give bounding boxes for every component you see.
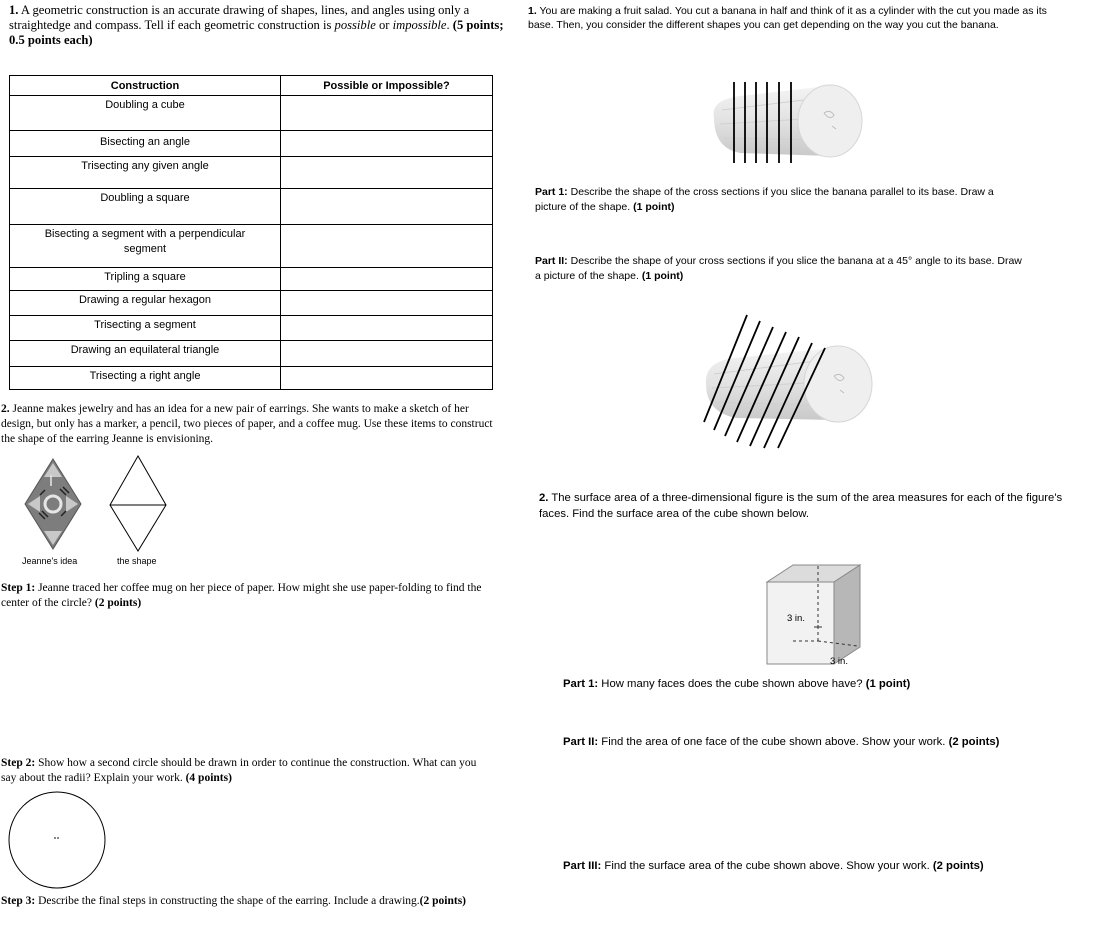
cube-part-3	[563, 858, 1083, 874]
table-header-row	[10, 76, 493, 96]
part-2-label: Part II:	[535, 255, 568, 267]
question-number: 2.	[1, 403, 10, 415]
step-2-text: Show how a second circle should be drawn in order to continue the construction. What can you say about the radii? Explain your work.	[1, 757, 477, 784]
part-1-label: Part 1:	[563, 678, 599, 690]
answer-cell[interactable]	[281, 225, 493, 268]
construction-cell: Bisecting a segment with a perpendicular segment	[10, 225, 281, 268]
step-3-points: (2 points)	[419, 895, 466, 907]
banana-question	[528, 4, 1048, 32]
constructions-table	[9, 75, 493, 390]
question-number: 2.	[539, 492, 549, 504]
question-1-prompt	[9, 3, 514, 48]
header-construction: Construction	[10, 76, 281, 96]
question-text: Jeanne makes jewelry and has an idea for a new pair of earrings. She wants to make a sketch of her design, but only has a marker, a pencil, two pieces of paper, and a coffee mug. Use these items to construct the shape of the earring Jeanne is envisioning.	[1, 403, 493, 445]
part-3-label: Part III:	[563, 860, 602, 872]
caption-the-shape: the shape	[117, 556, 157, 566]
part-1-text: How many faces does the cube shown above have?	[598, 678, 866, 690]
cube-side-dimension: 3 in.	[787, 613, 805, 624]
answer-cell[interactable]	[281, 268, 493, 291]
cube-part-2	[563, 734, 1083, 750]
banana-part-1	[535, 185, 1025, 215]
jeannes-idea-earring-image	[24, 458, 82, 550]
answer-cell[interactable]	[281, 341, 493, 367]
part-2-text: Find the area of one face of the cube shown above. Show your work.	[598, 736, 949, 748]
table-row	[10, 268, 493, 291]
earring-shape-outline	[108, 455, 168, 552]
answer-cell[interactable]	[281, 96, 493, 131]
table-row	[10, 189, 493, 225]
question-text: A geometric construction is an accurate drawing of shapes, lines, and angles using only a straightedge and compass. Tell if each geometric construction is	[9, 3, 470, 32]
step-3-text: Describe the final steps in constructing the shape of the earring. Include a drawing.	[35, 895, 420, 907]
step-2	[1, 756, 491, 786]
question-text: You are making a fruit salad. You cut a banana in half and think of it as a cylinder with the cut you made as its base. Then, you consider the different shapes you can get depending on the way you cut the banana.	[528, 5, 1047, 31]
part-2-text: Describe the shape of your cross sections if you slice the banana at a 45° angle to its base. Draw a picture of the shape.	[535, 255, 1022, 282]
step-1	[1, 581, 496, 611]
step-1-label: Step 1:	[1, 582, 36, 594]
table-row	[10, 131, 493, 157]
construction-cell: Tripling a square	[10, 268, 281, 291]
step-2-label: Step 2:	[1, 757, 36, 769]
part-1-points: (1 point)	[633, 201, 675, 213]
question-number: 1.	[528, 5, 537, 17]
construction-cell: Doubling a square	[10, 189, 281, 225]
cube-part-1	[563, 676, 1083, 692]
part-3-text: Find the surface area of the cube shown above. Show your work.	[601, 860, 933, 872]
part-3-points: (2 points)	[932, 860, 984, 872]
table-row	[10, 225, 493, 268]
table-row	[10, 291, 493, 316]
question-number: 1.	[9, 3, 19, 17]
construction-cell: Drawing an equilateral triangle	[10, 341, 281, 367]
construction-cell: Bisecting an angle	[10, 131, 281, 157]
step-1-points: (2 points)	[94, 597, 142, 609]
answer-cell[interactable]	[281, 316, 493, 341]
table-row	[10, 367, 493, 390]
cube-diagram	[760, 563, 870, 673]
caption-jeannes-idea: Jeanne's idea	[22, 556, 78, 566]
question-text-end: .	[446, 18, 453, 32]
answer-cell[interactable]	[281, 367, 493, 390]
construction-cell: Trisecting a right angle	[10, 367, 281, 390]
table-row	[10, 96, 493, 131]
part-1-points: (1 point)	[865, 678, 911, 690]
answer-cell[interactable]	[281, 291, 493, 316]
step-2-points: (4 points)	[185, 772, 232, 784]
table-row	[10, 316, 493, 341]
cube-bottom-dimension: 3 in.	[830, 656, 848, 667]
part-1-text: Describe the shape of the cross sections if you slice the banana parallel to its base. Draw a picture of the shape.	[535, 186, 994, 213]
cube-question	[539, 490, 1094, 522]
header-possible-impossible: Possible or Impossible?	[281, 76, 493, 96]
part-1-label: Part 1:	[535, 186, 568, 198]
impossible-term: impossible	[392, 18, 447, 32]
points-label: (5 points; 0.5 points each)	[9, 18, 504, 47]
construction-cell: Trisecting a segment	[10, 316, 281, 341]
banana-part-2	[535, 254, 1025, 284]
answer-cell[interactable]	[281, 131, 493, 157]
first-circle-drawing	[7, 791, 107, 889]
question-text: The surface area of a three-dimensional figure is the sum of the area measures for each of the figure's faces. Find the surface area of the cube shown below.	[539, 492, 1063, 520]
table-row	[10, 157, 493, 189]
construction-cell: Doubling a cube	[10, 96, 281, 131]
part-2-points: (2 points)	[948, 736, 1000, 748]
banana-angled-cuts-image	[700, 312, 880, 452]
construction-cell: Trisecting any given angle	[10, 157, 281, 189]
part-2-label: Part II:	[563, 736, 599, 748]
step-3	[1, 894, 491, 909]
step-1-text: Jeanne traced her coffee mug on her piece of paper. How might she use paper-folding to find the center of the circle?	[1, 582, 482, 609]
construction-cell: Drawing a regular hexagon	[10, 291, 281, 316]
answer-cell[interactable]	[281, 189, 493, 225]
possible-term: possible	[334, 18, 376, 32]
answer-cell[interactable]	[281, 157, 493, 189]
part-2-points: (1 point)	[641, 270, 684, 282]
or-text: or	[375, 18, 393, 32]
table-row	[10, 341, 493, 367]
banana-parallel-cuts-image	[700, 78, 872, 168]
step-3-label: Step 3:	[1, 895, 36, 907]
question-2-prompt	[1, 402, 493, 447]
